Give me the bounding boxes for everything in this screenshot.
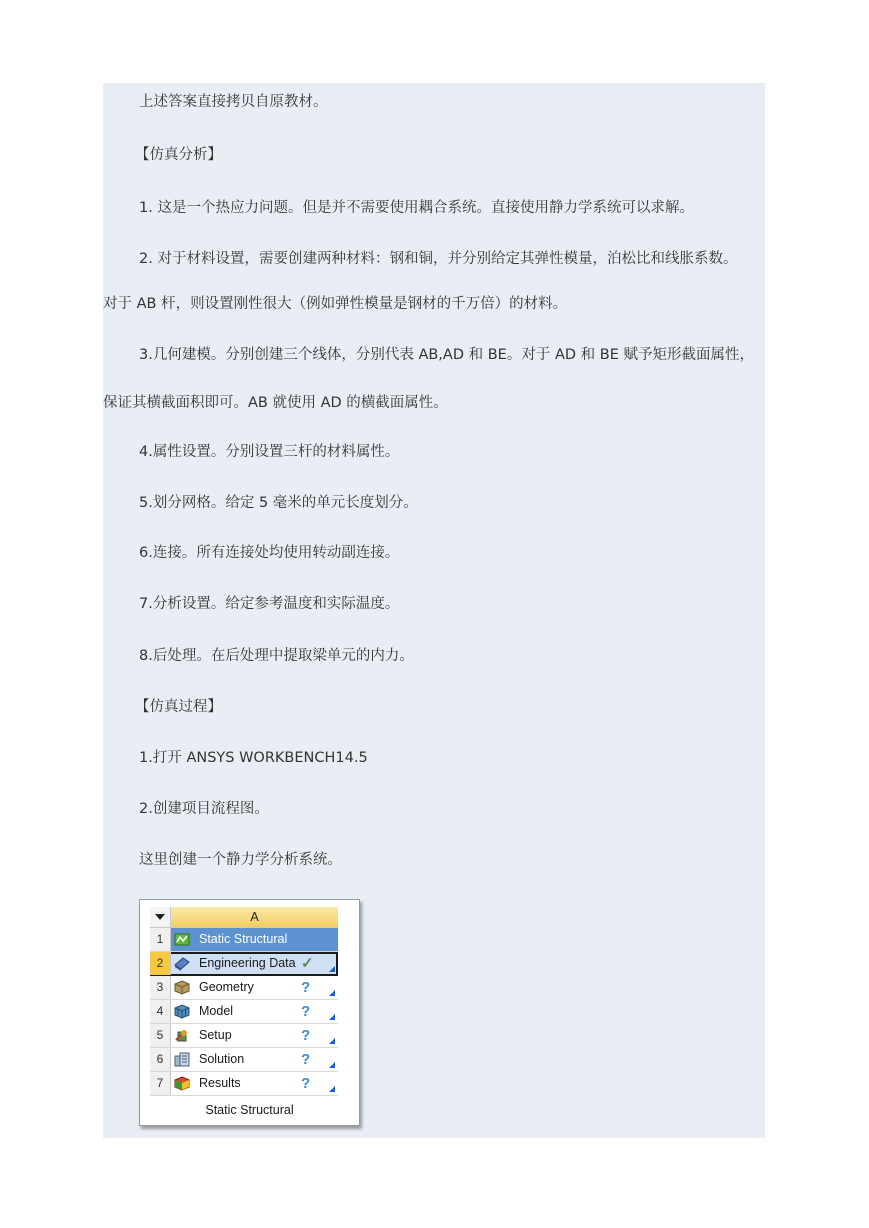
paragraph: 8.后处理。在后处理中提取梁单元的内力。 [139, 648, 414, 664]
row-label: Static Structural [199, 932, 288, 946]
paragraph: 上述答案直接拷贝自原教材。 [139, 94, 328, 110]
corner-menu-icon[interactable] [329, 1086, 335, 1092]
model-icon [174, 1004, 190, 1019]
paragraph: 5.划分网格。给定 5 毫米的单元长度划分。 [139, 495, 418, 511]
row-number: 1 [150, 928, 171, 951]
geometry-icon [174, 980, 190, 995]
paragraph: 1.打开 ANSYS WORKBENCH14.5 [139, 750, 368, 766]
system-row-results[interactable] [150, 1072, 338, 1096]
row-number: 2 [150, 952, 171, 975]
question-icon: ? [301, 979, 311, 996]
paragraph: 2.创建项目流程图。 [139, 801, 269, 817]
paragraph: 这里创建一个静力学分析系统。 [139, 852, 342, 868]
row-number: 7 [150, 1072, 171, 1095]
collapse-toggle[interactable] [150, 907, 171, 927]
system-row-solution[interactable] [150, 1048, 338, 1072]
system-row-setup[interactable] [150, 1024, 338, 1048]
system-row-static-structural[interactable] [150, 928, 338, 952]
static-structural-icon [174, 932, 190, 947]
row-number: 6 [150, 1048, 171, 1071]
system-row-model[interactable] [150, 1000, 338, 1024]
system-name-label[interactable]: Static Structural [205, 1103, 294, 1117]
workbench-system-block [139, 899, 360, 1126]
triangle-down-icon [155, 914, 165, 920]
row-label: Engineering Data [199, 956, 296, 970]
paragraph: 7.分析设置。给定参考温度和实际温度。 [139, 596, 400, 612]
row-label: Model [199, 1004, 234, 1018]
solution-icon [174, 1052, 190, 1067]
paragraph: 4.属性设置。分别设置三杆的材料属性。 [139, 444, 400, 460]
paragraph: 对于 AB 杆，则设置刚性很大（例如弹性模量是钢材的千万倍）的材料。 [103, 296, 568, 312]
system-header [150, 907, 338, 928]
results-icon [174, 1076, 190, 1091]
question-icon: ? [301, 1003, 311, 1020]
paragraph: 3.几何建模。分别创建三个线体，分别代表 AB,AD 和 BE。对于 AD 和 BE 赋予矩形截面属性， [139, 347, 754, 363]
row-number: 3 [150, 976, 171, 999]
paragraph: 1. 这是一个热应力问题。但是并不需要使用耦合系统。直接使用静力学系统可以求解。 [139, 200, 694, 216]
question-icon: ? [301, 1027, 311, 1044]
corner-menu-icon[interactable] [329, 1014, 335, 1020]
question-icon: ? [301, 1075, 311, 1092]
row-label: Results [199, 1076, 241, 1090]
question-icon: ? [301, 1051, 311, 1068]
setup-icon [174, 1028, 190, 1043]
corner-menu-icon[interactable] [329, 1062, 335, 1068]
section-heading: 【仿真分析】 [135, 147, 222, 163]
row-label: Setup [199, 1028, 232, 1042]
corner-menu-icon[interactable] [329, 1038, 335, 1044]
corner-menu-icon[interactable] [329, 990, 335, 996]
system-row-geometry[interactable] [150, 976, 338, 1000]
paragraph: 6.连接。所有连接处均使用转动副连接。 [139, 545, 400, 561]
paragraph: 保证其横截面积即可。AB 就使用 AD 的横截面属性。 [103, 395, 448, 411]
corner-menu-icon[interactable] [329, 966, 335, 972]
paragraph: 2. 对于材料设置，需要创建两种材料：钢和铜，并分别给定其弹性模量，泊松比和线胀系数。 [139, 251, 738, 267]
engineering-data-icon [174, 956, 190, 971]
checkmark-icon: ✓ [301, 955, 314, 972]
section-heading: 【仿真过程】 [135, 699, 222, 715]
row-number: 5 [150, 1024, 171, 1047]
system-row-engineering-data[interactable] [150, 952, 338, 976]
row-label: Geometry [199, 980, 254, 994]
column-header: A [171, 907, 338, 927]
row-label: Solution [199, 1052, 245, 1066]
row-number: 4 [150, 1000, 171, 1023]
